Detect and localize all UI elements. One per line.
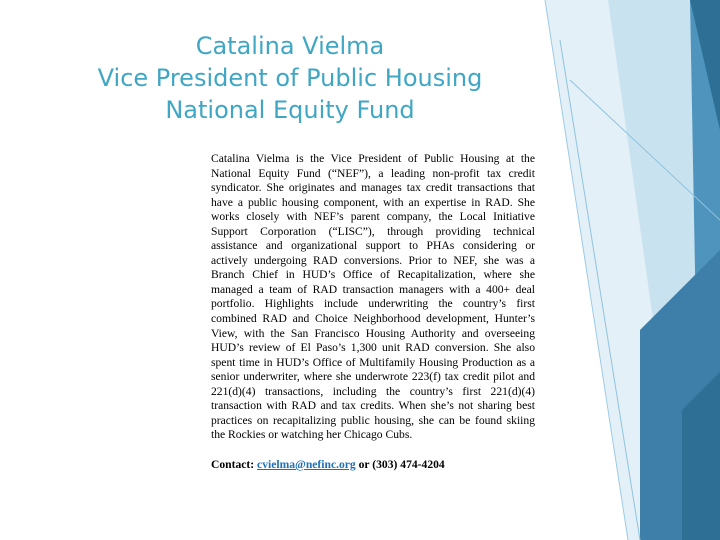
contact-separator: or [355, 458, 373, 471]
title-name: Catalina Vielma [195, 32, 385, 60]
contact-phone: (303) 474-4204 [372, 458, 445, 471]
contact-label: Contact: [211, 458, 258, 471]
slide-title [40, 30, 540, 126]
title-position: Vice President of Public Housing [97, 64, 483, 92]
title-organization: National Equity Fund [165, 96, 415, 124]
contact-line [211, 458, 551, 472]
bio-paragraph: Catalina Vielma is the Vice President of Public Housing at the National Equity Fund (“NEF”), a leading non-profit tax credit syndicator. She originates and manages tax credit transactions that have a public housing component, with an expertise in RAD. She works closely with NEF’s parent company, the Local Initiative Support Corporation (“LISC”), through providing technical assistance and organizational support to PHAs considering or actively undergoing RAD conversions. Prior to NEF, she was a Branch Chief in HUD’s Office of Recapitalization, where she managed a team of RAD transaction managers with a 400+ deal portfolio. Highlights include underwriting the country’s first combined RAD and Choice Neighborhood development, Hunter’s View, with the San Francisco Housing Authority and overseeing HUD’s review of El Paso’s 1,300 unit RAD conversion. She also spent time in HUD’s Office of Multifamily Housing Production as a senior underwriter, where she underwrote 223(f) tax credit pilot and 221(d)(4) transactions, including the country’s first 221(d)(4) transaction with RAD and tax credits. When she’s not sharing best practices on recapitalizing public housing, she can be found skiing the Rockies or watching her Chicago Cubs. [211, 152, 535, 442]
contact-email-link[interactable]: cvielma@nefinc.org [257, 458, 356, 471]
